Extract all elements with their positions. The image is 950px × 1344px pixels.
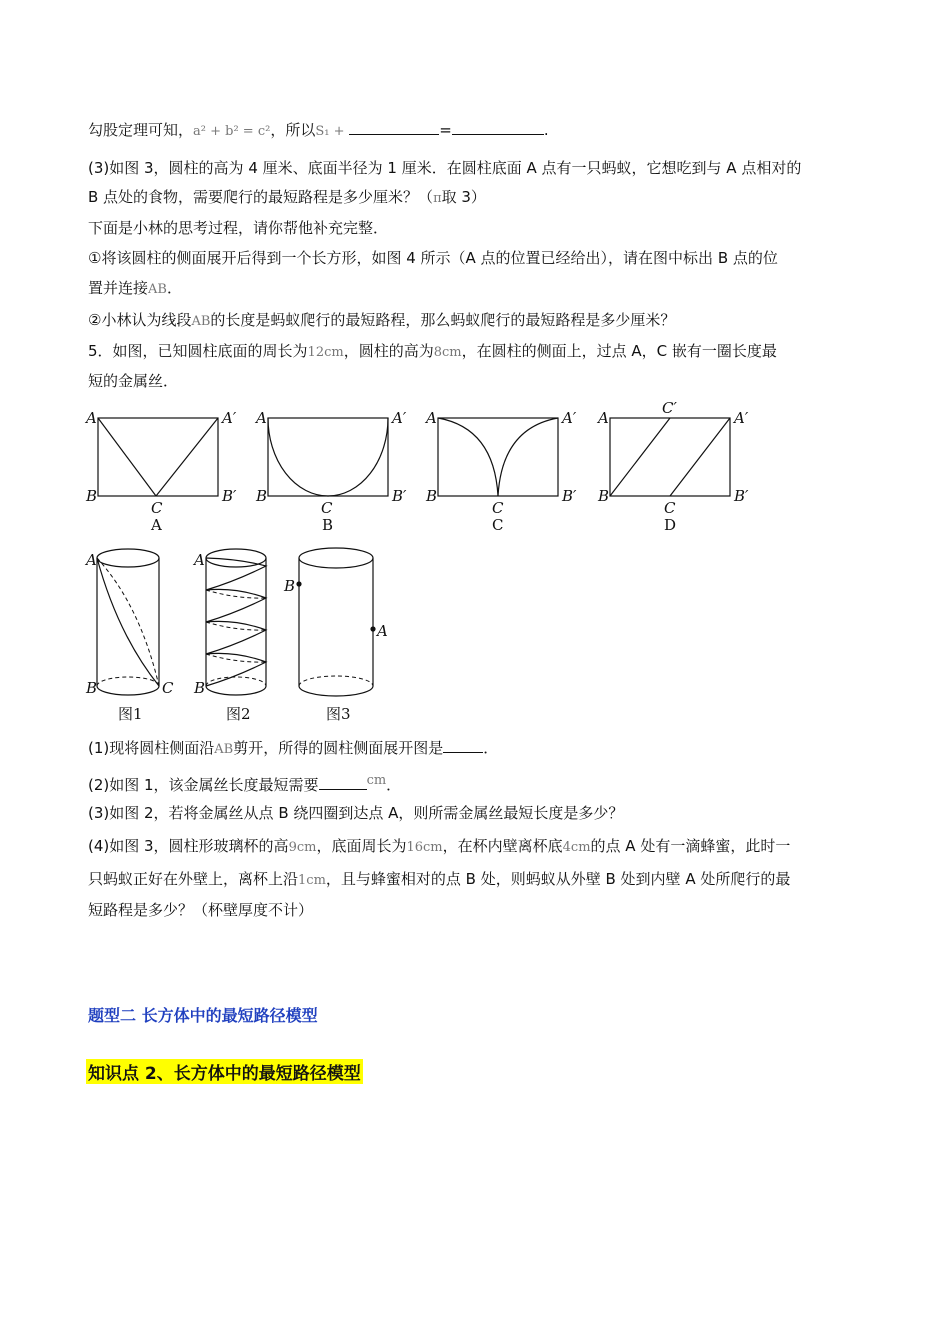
svg-text:C: C xyxy=(321,499,333,517)
svg-text:B′: B′ xyxy=(734,487,749,505)
svg-text:A′: A′ xyxy=(392,409,407,427)
figure-3-cylinder xyxy=(283,548,388,723)
q3-line1: (3)如图 3，圆柱的高为 4 厘米、底面半径为 1 厘米．在圆柱底面 A 点有一只蚂蚁，它想吃到与 A 点相对的 xyxy=(88,159,802,177)
label-c: C xyxy=(151,499,163,517)
cylinder-figures xyxy=(0,545,950,725)
svg-text:B: B xyxy=(284,577,296,595)
option-c-figure xyxy=(424,409,577,534)
svg-text:B: B xyxy=(256,487,268,505)
svg-text:A: A xyxy=(86,551,97,569)
figure-1-cylinder xyxy=(84,549,174,723)
section-title: 题型二 长方体中的最短路径模型 xyxy=(88,1006,318,1025)
q3-line2: B 点处的食物，需要爬行的最短路程是多少厘米？（π取 3） xyxy=(88,188,486,206)
figure-2-caption: 图2 xyxy=(226,705,251,723)
answer-blank-2[interactable] xyxy=(452,120,544,135)
svg-text:A: A xyxy=(377,622,388,640)
q3-line5: 置并连接AB． xyxy=(88,279,182,297)
svg-text:B: B xyxy=(598,487,610,505)
answer-blank-1[interactable] xyxy=(349,120,439,135)
label-b-prime: B′ xyxy=(222,487,237,505)
option-b-figure xyxy=(254,409,407,534)
svg-text:C′: C′ xyxy=(662,399,677,417)
label-a-prime: A′ xyxy=(222,409,237,427)
q3-line6: ②小林认为线段AB的长度是蚂蚁爬行的最短路程，那么蚂蚁爬行的最短路程是多少厘米？ xyxy=(88,311,676,329)
svg-text:C: C xyxy=(162,679,174,697)
svg-text:B: B xyxy=(194,679,206,697)
subq-3: (3)如图 2，若将金属丝从点 B 绕四圈到达点 A，则所需金属丝最短长度是多少？ xyxy=(88,804,624,822)
svg-text:B′: B′ xyxy=(392,487,407,505)
subq-4-line2: 只蚂蚁正好在外壁上，离杯上沿1cm，且与蜂蜜相对的点 B 处，则蚂蚁从外壁 B 处到内壁 A 处所爬行的最 xyxy=(88,870,791,888)
option-a-figure xyxy=(84,409,237,534)
subq-2: (2)如图 1，该金属丝长度最短需要 cm． xyxy=(88,773,402,794)
option-c-caption: C xyxy=(492,516,504,534)
svg-text:B: B xyxy=(86,679,98,697)
option-b-caption: B xyxy=(322,516,334,534)
svg-text:C: C xyxy=(664,499,676,517)
s1-term: S₁ + xyxy=(315,124,345,139)
subq-2-blank[interactable] xyxy=(319,775,367,790)
q3-line3: 下面是小林的思考过程，请你帮他补充完整． xyxy=(88,219,389,237)
option-d-figure xyxy=(596,399,749,534)
subq-4-line3: 短路程是多少？（杯壁厚度不计） xyxy=(88,901,314,919)
svg-text:A: A xyxy=(256,409,267,427)
subq-1-blank[interactable] xyxy=(443,738,483,753)
problem5-line2: 短的金属丝． xyxy=(88,372,179,390)
option-figures xyxy=(0,398,950,548)
svg-text:A′: A′ xyxy=(562,409,577,427)
option-a-caption: A xyxy=(151,516,162,534)
svg-text:C: C xyxy=(492,499,504,517)
figure-2-cylinder xyxy=(192,549,266,723)
pythagoras-formula: a² + b² = c² xyxy=(193,124,271,139)
svg-text:A: A xyxy=(426,409,437,427)
label-a: A xyxy=(86,409,97,427)
knowledge-point-title: 知识点 2、长方体中的最短路径模型 xyxy=(86,1059,363,1084)
svg-text:B: B xyxy=(426,487,438,505)
label-b: B xyxy=(86,487,98,505)
problem5-line1: 5．如图，已知圆柱底面的周长为12cm，圆柱的高为8cm，在圆柱的侧面上，过点 A，C 嵌有一圈长度最 xyxy=(88,342,777,360)
subq-4-line1: (4)如图 3，圆柱形玻璃杯的高9cm，底面周长为16cm，在杯内壁离杯底4cm的点 A 处有一滴蜂蜜，此时一 xyxy=(88,837,791,855)
q3-line4: ①将该圆柱的侧面展开后得到一个长方形，如图 4 所示（A 点的位置已经给出），请在图中标出 B 点的位 xyxy=(88,249,778,267)
svg-text:B′: B′ xyxy=(562,487,577,505)
option-d-caption: D xyxy=(664,516,677,534)
svg-text:A: A xyxy=(598,409,609,427)
figure-1-caption: 图1 xyxy=(118,705,143,723)
svg-text:A: A xyxy=(194,551,205,569)
subq-1: (1)现将圆柱侧面沿AB剪开，所得的圆柱侧面展开图是 ． xyxy=(88,739,499,757)
figure-3-caption: 图3 xyxy=(326,705,351,723)
pythagoras-line: 勾股定理可知，a² + b² = c²，所以S₁ + = . xyxy=(88,121,549,139)
svg-text:A′: A′ xyxy=(734,409,749,427)
